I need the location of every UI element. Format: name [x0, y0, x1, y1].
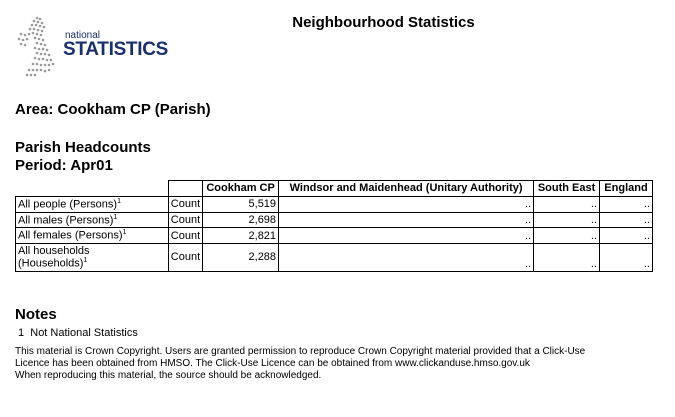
table-row: [16, 197, 653, 213]
row-unit: Count: [168, 228, 202, 244]
cell-value: ..: [534, 243, 600, 271]
cell-value: ..: [279, 212, 534, 228]
copyright-line: When reproducing this material, the source should be acknowledged.: [15, 370, 322, 381]
note-item: [18, 327, 138, 339]
cell-value: ..: [599, 243, 652, 271]
cell-value: ..: [279, 243, 534, 271]
table-row: [16, 243, 653, 271]
table-header-row: [16, 181, 653, 197]
cell-value: 2,821: [203, 228, 279, 244]
footnote-marker: 1: [117, 198, 121, 205]
logo-statistics-text: STATISTICS: [63, 39, 169, 60]
note-number: 1: [18, 327, 25, 339]
cell-value: ..: [279, 228, 534, 244]
footnote-marker: 1: [83, 256, 88, 264]
notes-heading: Notes: [15, 306, 57, 323]
row-label: All females (Persons)$^1$: [16, 228, 169, 244]
header-empty-unit: [168, 181, 202, 197]
table-row: [16, 212, 653, 228]
cell-value: 5,519: [203, 197, 279, 213]
copyright-line: This material is Crown Copyright. Users are granted permission to reproduce Crown Copyright material provided that a Click-Use: [15, 346, 586, 357]
section-period: Period: Apr01: [15, 157, 113, 174]
cell-value: ..: [599, 212, 652, 228]
headcounts-table: [15, 180, 653, 272]
cell-value: 2,288: [203, 243, 279, 271]
column-header: South East: [534, 181, 600, 197]
section-heading: [15, 139, 151, 175]
row-label: All males (Persons)$^1$: [16, 212, 169, 228]
copyright-notice: [15, 346, 665, 382]
row-unit: Count: [168, 212, 202, 228]
row-label: All people (Persons)$^1$: [16, 197, 169, 213]
table-row: [16, 228, 653, 244]
cell-value: ..: [599, 197, 652, 213]
cell-value: ..: [279, 197, 534, 213]
row-unit: Count: [168, 243, 202, 271]
footnote-marker: 1: [113, 213, 118, 221]
cell-value: ..: [534, 197, 600, 213]
logo-national-text: national: [65, 30, 101, 41]
area-heading: Area: Cookham CP (Parish): [15, 101, 211, 118]
cell-value: ..: [534, 212, 600, 228]
cell-value: 2,698: [203, 212, 279, 228]
column-header: England: [599, 181, 652, 197]
header-empty-label: [16, 181, 169, 197]
note-text: Not National Statistics: [30, 327, 138, 339]
cell-value: ..: [599, 228, 652, 244]
page-title: Neighbourhood Statistics: [292, 14, 475, 31]
footnote-marker: 1: [122, 229, 127, 237]
cell-value: ..: [534, 228, 600, 244]
copyright-line: Licence has been obtained from HMSO. The Click-Use Licence can be obtained from www.clickanduse.hmso.gov.uk: [15, 358, 530, 369]
section-title: Parish Headcounts: [15, 139, 151, 156]
row-label: All households (Households)$^1$: [16, 243, 169, 271]
column-header: Cookham CP: [203, 181, 279, 197]
row-unit: Count: [168, 197, 202, 213]
column-header: Windsor and Maidenhead (Unitary Authority): [279, 181, 534, 197]
